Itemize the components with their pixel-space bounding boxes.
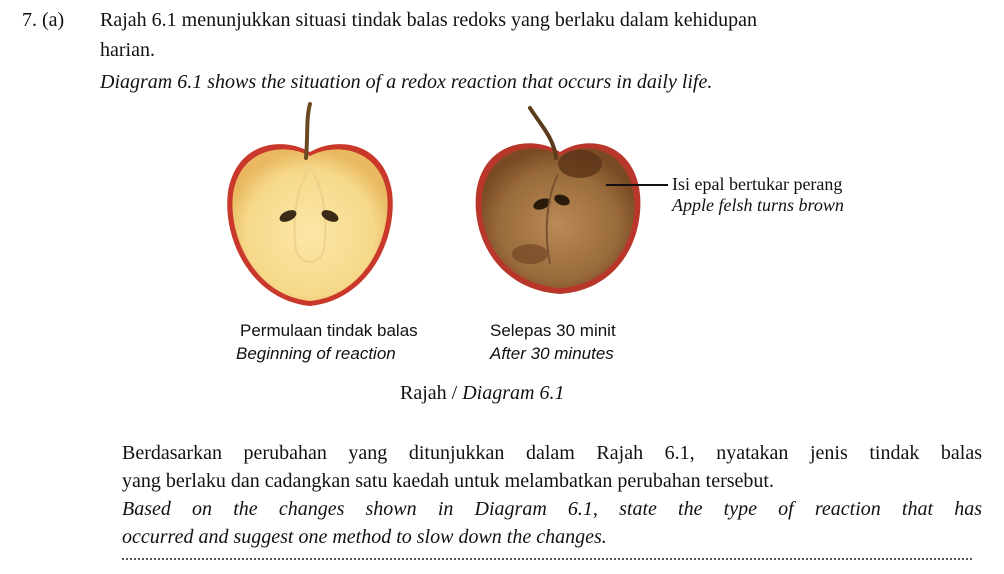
left-caption-malay: Permulaan tindak balas [240,321,418,340]
brown-flesh-label-malay: Isi epal bertukar perang [672,174,843,194]
intro-english: Diagram 6.1 shows the situation of a redox reaction that occurs in daily life. [100,71,713,93]
intro-malay-line-1: Rajah 6.1 menunjukkan situasi tindak balas redoks yang berlaku dalam kehidupan [100,9,758,31]
answer-line[interactable] [122,556,972,560]
right-caption-malay: Selepas 30 minit [490,321,616,340]
browned-apple-image [470,104,646,302]
diagram-title-malay: Rajah / [400,382,458,404]
task-malay-line-1: Berdasarkan perubahan yang ditunjukkan dalam Rajah 6.1, nyatakan jenis tindak balas [122,442,982,464]
intro-malay-line-2: harian. [100,39,155,61]
task-malay-line-2: yang berlaku dan cadangkan satu kaedah untuk melambatkan perubahan tersebut. [122,470,774,492]
task-english-line-1: Based on the changes shown in Diagram 6.1, state the type of reaction that has [122,498,982,520]
task-english-line-2: occurred and suggest one method to slow down the changes. [122,526,607,548]
question-number: 7. (a) [22,9,65,31]
diagram-title-english: Diagram 6.1 [462,382,565,404]
fresh-apple-image [222,100,398,315]
diagram-title [400,381,564,405]
pointer-line [606,180,670,190]
brown-flesh-label-english: Apple felsh turns brown [672,195,844,215]
left-caption-english: Beginning of reaction [236,344,396,363]
right-caption-english: After 30 minutes [490,344,614,363]
